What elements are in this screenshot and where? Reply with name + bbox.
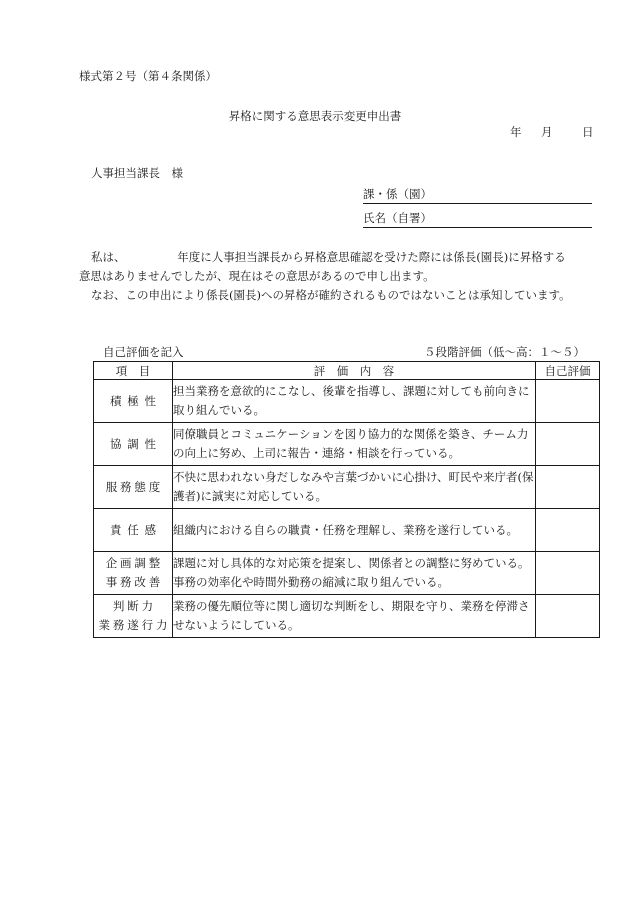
- name-label: 氏名（自署）: [363, 211, 432, 225]
- item-cell: [94, 552, 173, 595]
- name-signature-field[interactable]: [363, 210, 592, 228]
- header-score: 自己評価: [536, 362, 600, 380]
- date-day-label: 日: [582, 125, 594, 139]
- table-row: [94, 552, 600, 595]
- section-signature-field[interactable]: [363, 186, 592, 204]
- statement-line-2: 意思はありませんでしたが、現在はその意思があるので申し出ます。: [79, 269, 435, 283]
- addressee: 人事担当課長 様: [91, 166, 183, 180]
- item-label-secondary: 事務改善: [105, 575, 164, 589]
- table-row: [94, 380, 600, 423]
- score-cell[interactable]: [536, 509, 600, 552]
- header-item: 項 目: [94, 362, 173, 380]
- score-cell[interactable]: [536, 595, 600, 638]
- item-cell: [94, 466, 173, 509]
- evaluation-caption-left: 自己評価を記入: [103, 345, 184, 359]
- acknowledgement-text: なお、この申出により係長(園長)への昇格が確約されるものではないことは承知しています。: [91, 288, 571, 302]
- description-cell: 担当業務を意欲的にこなし、後輩を指導し、課題に対しても前向きに取り組んでいる。: [173, 380, 536, 423]
- score-cell[interactable]: [536, 380, 600, 423]
- date-month-label: 月: [541, 125, 553, 139]
- score-cell[interactable]: [536, 552, 600, 595]
- item-label-secondary: 業務遂行力: [98, 618, 171, 632]
- document-title: 昇格に関する意思表示変更申出書: [228, 109, 402, 123]
- description-cell: 同僚職員とコミュニケーションを図り協力的な関係を築き、チーム力の向上に努め、上司に報告・連絡・相談を行っている。: [173, 423, 536, 466]
- item-cell: [94, 509, 173, 552]
- table-row: [94, 423, 600, 466]
- item-cell: [94, 423, 173, 466]
- form-number: 様式第２号（第４条関係）: [79, 69, 217, 83]
- date-year-label: 年: [510, 125, 522, 139]
- statement-line-1: 私は、 年度に人事担当課長から昇格意思確認を受けた際には係長(園長)に昇格する: [91, 250, 566, 264]
- item-cell: [94, 380, 173, 423]
- item-label: 責任感: [110, 522, 162, 537]
- score-cell[interactable]: [536, 423, 600, 466]
- description-cell: 課題に対し具体的な対応策を提案し、関係者との調整に努めている。事務の効率化や時間外勤務の縮減に取り組んでいる。: [173, 552, 536, 595]
- item-label: 協調性: [110, 436, 162, 451]
- item-label: 積極性: [110, 393, 162, 408]
- table-row: [94, 509, 600, 552]
- item-label: 判断力: [112, 599, 156, 613]
- description-cell: 組織内における自らの職責・任務を理解し、業務を遂行している。: [173, 509, 536, 552]
- item-label: 企画調整: [105, 556, 164, 570]
- item-cell: [94, 595, 173, 638]
- table-row: [94, 466, 600, 509]
- table-row: [94, 595, 600, 638]
- description-cell: 不快に思われない身だしなみや言葉づかいに心掛け、町民や来庁者(保護者)に誠実に対応している。: [173, 466, 536, 509]
- description-cell: 業務の優先順位等に関し適切な判断をし、期限を守り、業務を停滞させないようにしている。: [173, 595, 536, 638]
- self-evaluation-table: [93, 361, 600, 638]
- table-header-row: [94, 362, 600, 380]
- section-label: 課・係（園）: [363, 187, 432, 201]
- item-label: 服務態度: [105, 479, 164, 494]
- evaluation-scale-note: ５段階評価（低～高：１～５）: [424, 345, 585, 359]
- score-cell[interactable]: [536, 466, 600, 509]
- header-content: 評 価 内 容: [173, 362, 536, 380]
